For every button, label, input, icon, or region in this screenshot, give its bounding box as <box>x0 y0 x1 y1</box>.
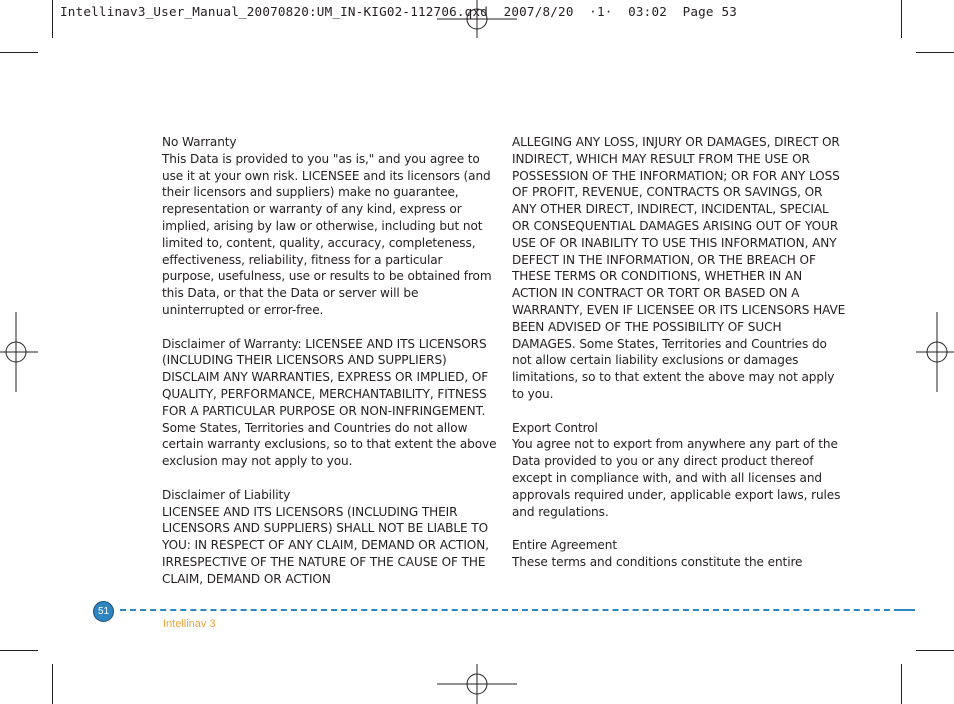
export-control-section <box>512 420 848 521</box>
page-number: 51 <box>97 606 110 617</box>
liability-continued-body: ALLEGING ANY LOSS, INJURY OR DAMAGES, DIRECT OR INDIRECT, WHICH MAY RESULT FROM THE USE OR POSSESSION OF THE INFORMATION; OR FOR ANY LOSS OF PROFIT, REVENUE, CONTRACTS OR SAVINGS, OR ANY OTHER DIRECT, INDIRECT, INCIDENTAL, SPECIAL OR CONSEQUENTIAL DAMAGES ARISING OUT OF YOUR USE OF OR INABILITY TO USE THIS INFORMATION, ANY DEFECT IN THE INFORMATION, OR THE BREACH OF THESE TERMS OR CONDITIONS, WHETHER IN AN ACTION IN CONTRACT OR TORT OR BASED ON A WARRANTY, EVEN IF LICENSEE OR ITS LICENSORS HAVE BEEN ADVISED OF THE POSSIBILITY OF SUCH DAMAGES. Some States, Territories and Countries do not allow certain liability exclusions or damages limitations, so to that extent the above may not apply to you. <box>512 135 846 401</box>
disclaimer-warranty-body: Disclaimer of Warranty: LICENSEE AND ITS LICENSORS (INCLUDING THEIR LICENSORS AND SUPPLIERS) DISCLAIM ANY WARRANTIES, EXPRESS OR IMPLIED, OF QUALITY, PERFORMANCE, MERCHANTABILITY, FITNESS FOR A PARTICULAR PURPOSE OR NON-INFRINGEMENT. Some States, Territories and Countries do not allow certain warranty exclusions, so to that extent the above exclusion may not apply to you. <box>162 336 497 469</box>
registration-mark-right-icon <box>914 312 954 392</box>
entire-agreement-body: These terms and conditions constitute the entire <box>512 554 803 569</box>
entire-agreement-heading: Entire Agreement <box>512 538 617 553</box>
entire-agreement-section <box>512 537 848 571</box>
footer-rule-tail <box>897 609 915 611</box>
crop-mark-bottom-left-h <box>0 650 38 651</box>
crop-mark-top-right-v <box>901 0 902 38</box>
left-column <box>162 134 498 604</box>
no-warranty-body: This Data is provided to you "as is," and you agree to use it at your own risk. LICENSEE and its licensors (and their licensors and suppliers) make no guarantee, representation or warranty of any kind, express or implied, arising by law or otherwise, including but not limited to, content, quality, accuracy, completeness, effectiveness, reliability, fitness for a particular purpose, usefulness, use or results to be obtained from this Data, or that the Data or server will be uninterrupted or error-free. <box>162 151 492 317</box>
registration-mark-left-icon <box>0 312 40 392</box>
disclaimer-warranty-section <box>162 336 498 470</box>
disclaimer-liability-section <box>162 487 498 588</box>
crop-mark-top-right-h <box>916 52 954 53</box>
crop-mark-bottom-right-v <box>901 664 902 704</box>
registration-mark-bottom-icon <box>437 664 517 704</box>
crop-mark-top-left-h <box>0 52 38 53</box>
footer-dashed-rule <box>120 609 910 611</box>
disclaimer-liability-body: LICENSEE AND ITS LICENSORS (INCLUDING THEIR LICENSORS AND SUPPLIERS) SHALL NOT BE LIABLE TO YOU: IN RESPECT OF ANY CLAIM, DEMAND OR ACTION, IRRESPECTIVE OF THE NATURE OF THE CAUSE OF THE CLAIM, DEMAND OR ACTION <box>162 504 489 586</box>
page-number-badge <box>93 601 114 622</box>
crop-mark-bottom-left-v <box>52 664 53 704</box>
registration-mark-top-icon <box>437 0 517 40</box>
slug-line: Intellinav3_User_Manual_20070820:UM_IN-KIG02-112706.qxd 2007/8/20 ·1· 03:02 Page 53 <box>60 4 738 19</box>
disclaimer-liability-heading: Disclaimer of Liability <box>162 487 291 502</box>
footer-brand: Intellinav 3 <box>163 618 216 630</box>
right-column <box>512 134 848 588</box>
export-control-body: You agree not to export from anywhere any part of the Data provided to you or any direct product thereof except in compliance with, and with all licenses and approvals required under, applicable export laws, rules and regulations. <box>512 437 841 519</box>
export-control-heading: Export Control <box>512 420 598 435</box>
no-warranty-heading: No Warranty <box>162 135 237 149</box>
crop-mark-bottom-right-h <box>916 650 954 651</box>
liability-continued-section <box>512 134 848 403</box>
no-warranty-section <box>162 134 498 319</box>
crop-mark-top-left-v <box>52 0 53 38</box>
